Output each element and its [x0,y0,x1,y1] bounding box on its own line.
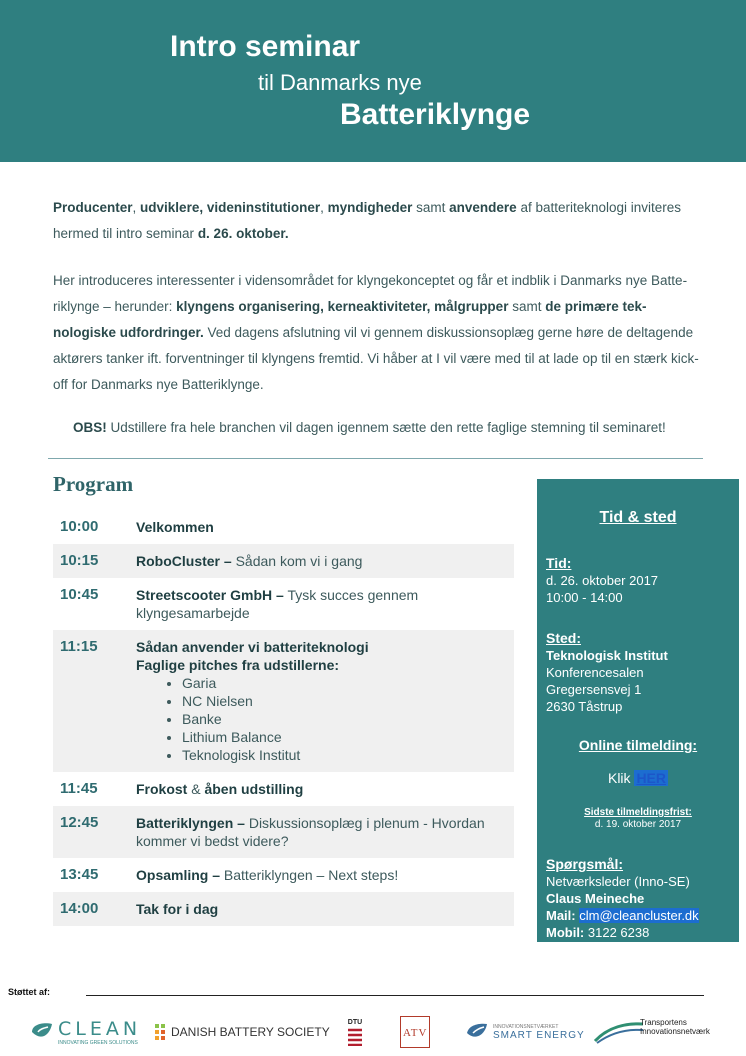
tid-time: 10:00 - 14:00 [546,590,623,605]
support-divider [86,995,704,996]
schedule-row: 10:00 Velkommen [60,518,214,535]
clean-logo: CLEAN INNOVATING GREEN SOLUTIONS [30,1012,141,1052]
schedule-row: 14:00 Tak for i dag [53,892,514,926]
exhibitor-list [182,674,514,764]
clean-leaf-icon [30,1020,54,1044]
contact-mail: Mail: clm@cleancluster.dk [546,908,699,923]
transport-swoosh-icon [594,1019,644,1045]
support-label: Støttet af: [8,987,50,997]
sted-name: Teknologisk Institut [546,648,668,663]
header-banner [0,0,746,162]
deadline-label: Sidste tilmeldingsfrist: [584,807,692,818]
page-title-2: Batteriklynge [340,98,531,131]
list-item: • Garia [182,674,514,692]
sted-line: 2630 Tåstrup [546,699,623,714]
page-title: Intro seminar [170,30,361,63]
schedule-row: 12:45 Batteriklyngen – Diskussionsoplæg i plenum - Hvordan kommer vi bedst videre? [53,806,514,858]
dtu-waves-icon [346,1026,364,1046]
schedule-row: 10:15 RoboCluster – Sådan kom vi i gang [53,544,514,578]
signup-line: Klik HER [607,770,666,786]
page-subtitle: til Danmarks nye [258,70,422,95]
contact-role: Netværksleder (Inno-SE) [546,874,690,889]
time-place-panel [537,479,739,942]
questions-label: Spørgsmål: [546,856,624,872]
schedule-row: 10:45 Streetscooter GmbH – Tysk succes gennem klyngesamarbejde [60,586,419,621]
sted-label: Sted: [546,630,581,646]
schedule-row: 13:45 Opsamling – Batteriklyngen – Next steps! [60,866,399,883]
smart-energy-logo: INNOVATIONSNETVÆRKET SMART ENERGY [465,1012,585,1052]
tid-label: Tid: [546,555,572,571]
online-label: Online tilmelding: [578,737,698,753]
transport-network-logo: Transportens Innovationsnetværk [594,1012,710,1052]
dtu-logo: DTU [346,1012,364,1052]
contact-name: Claus Meineche [546,891,645,906]
smart-energy-leaf-icon [465,1021,489,1043]
list-item: • Teknologisk Institut [182,746,514,764]
schedule-row: 11:45 Frokost & åben udstilling [60,780,304,797]
signup-link[interactable]: HER [636,770,666,786]
tid-date: d. 26. oktober 2017 [546,573,659,588]
dbs-dots-icon [155,1024,167,1040]
list-item: • Lithium Balance [182,728,514,746]
deadline-date: d. 19. oktober 2017 [594,819,682,830]
sted-line: Konferencesalen [546,665,644,680]
atv-logo: ATV [400,1012,430,1052]
sted-line: Gregersensvej 1 [546,682,642,697]
mail-link[interactable]: clm@cleancluster.dk [579,908,699,923]
intro-paragraph-2: Her introduceres interessenter i vidensområdet for klyngekonceptet og får et indblik i Danmarks nye Batte-riklynge – herunder: klyngens organisering, kerneaktiviteter, målgrupper samt de primære tek-nologiske udfordringer. Ved dagens afslutning vil vi gennem diskussionsoplæg gerne høre de deltagende aktørers tanker ift. forventninger til klyngens fremtid. Vi håber at I vil være med til at lade op til en stærk kick-off for Danmarks nye Batteriklynge. [53,273,699,392]
list-item: • NC Nielsen [182,692,514,710]
sponsor-logos [0,1012,746,1052]
panel-title: Tid & sted [599,509,677,526]
divider [48,458,703,459]
contact-phone: Mobil: 3122 6238 [546,925,650,940]
list-item: • Banke [182,710,514,728]
schedule-row: 11:15 Sådan anvender vi batteriteknologi Faglige pitches fra udstillerne: • Garia • NC Nielsen • Banke • Lithium Balance • Teknologisk Institut [53,630,514,772]
program-schedule [53,510,514,926]
obs-note: OBS! Udstillere fra hele branchen vil dagen igennem sætte den rette faglige stemning til seminaret! [73,420,666,435]
danish-battery-society-logo: DANISH BATTERY SOCIETY [155,1012,330,1052]
program-title: Program [53,472,134,496]
intro-paragraph-1: Producenter, udviklere, videninstitutioner, myndigheder samt anvendere af batteriteknologi inviteres hermed til intro seminar d. 26. oktober. [53,200,682,241]
